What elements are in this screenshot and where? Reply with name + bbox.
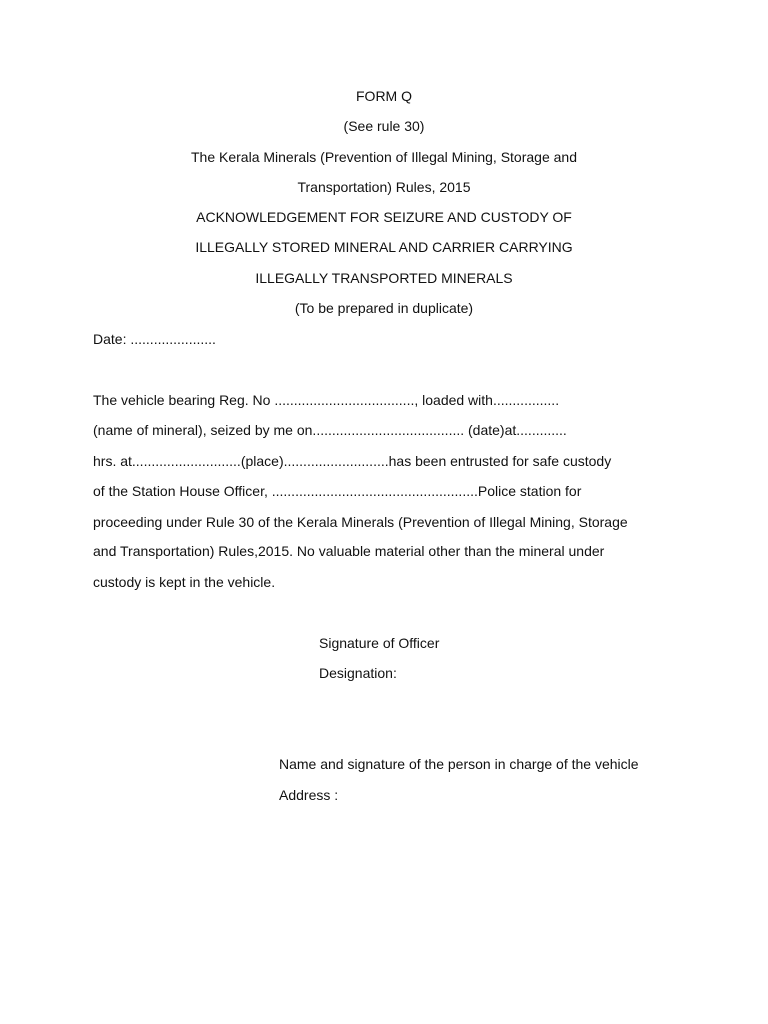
date-line: Date: ......................: [93, 331, 216, 347]
body-line-6: and Transportation) Rules,2015. No valuable material other than the mineral under: [93, 543, 605, 559]
body-line-4: of the Station House Officer, .....................................................Police station for: [93, 483, 582, 499]
person-in-charge-label: Name and signature of the person in charge of the vehicle: [279, 756, 639, 772]
acknowledgement-heading-line-2: ILLEGALLY STORED MINERAL AND CARRIER CARRYING: [195, 239, 573, 255]
acknowledgement-heading-line-1: ACKNOWLEDGEMENT FOR SEIZURE AND CUSTODY OF: [196, 209, 572, 225]
body-line-1: The vehicle bearing Reg. No ...................................., loaded with.................: [93, 392, 560, 408]
duplicate-note: (To be prepared in duplicate): [294, 300, 474, 316]
rules-title-line-1: The Kerala Minerals (Prevention of Illegal Mining, Storage and: [191, 149, 577, 165]
form-title: FORM Q: [356, 88, 412, 104]
officer-signature-label: Signature of Officer: [319, 635, 440, 651]
body-line-2: (name of mineral), seized by me on....................................... (date)at.............: [93, 422, 567, 438]
rules-title-line-2: Transportation) Rules, 2015: [297, 179, 471, 195]
body-line-5: proceeding under Rule 30 of the Kerala Minerals (Prevention of Illegal Mining, Storage: [93, 514, 628, 530]
see-rule-note: (See rule 30): [343, 118, 425, 134]
body-line-7: custody is kept in the vehicle.: [93, 574, 276, 590]
address-label: Address :: [279, 787, 339, 803]
acknowledgement-heading-line-3: ILLEGALLY TRANSPORTED MINERALS: [255, 270, 513, 286]
body-line-3: hrs. at............................(place)...........................has been entrusted for safe custody: [93, 453, 612, 469]
officer-designation-label: Designation:: [319, 665, 397, 681]
